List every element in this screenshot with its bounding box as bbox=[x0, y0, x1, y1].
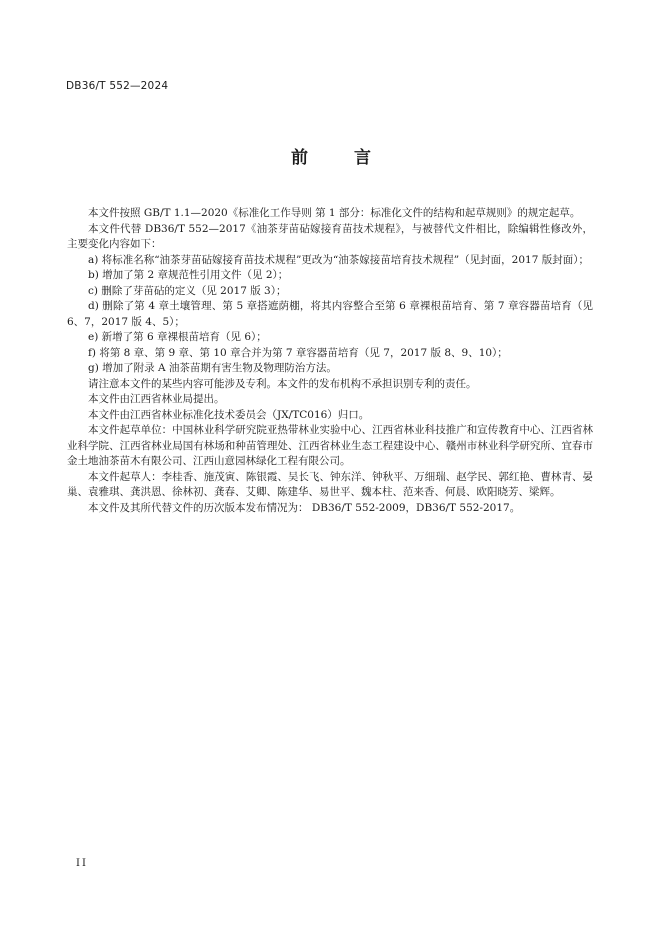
page-number: II bbox=[76, 858, 88, 869]
paragraph-committee: 本文件由江西省林业标准化技术委员会（JX/TC016）归口。 bbox=[88, 408, 370, 421]
paragraph-patent-notice: 请注意本文件的某些内容可能涉及专利。本文件的发布机构不承担识别专利的责任。 bbox=[88, 377, 477, 390]
paragraph-version-history: 本文件及其所代替文件的历次版本发布情况为： DB36/T 552-2009，DB36/T 552-2017。 bbox=[88, 501, 521, 514]
standard-code: DB36/T 552—2024 bbox=[66, 80, 169, 92]
paragraph-proposer: 本文件由江西省林业局提出。 bbox=[88, 393, 225, 405]
paragraph-replacement: 本文件代替 DB36/T 552—2017《油茶芽苗砧嫁接育苗技术规程》，与被替代文件相比，除编辑性修改外，主要变化内容如下： bbox=[67, 222, 593, 250]
change-item-c: c) 删除了芽苗砧的定义（见 2017 版 3）； bbox=[88, 284, 287, 297]
change-item-g: g) 增加了附录 A 油茶苗期有害生物及物理防治方法。 bbox=[88, 362, 337, 374]
change-item-e: e) 新增了第 6 章裸根苗培育（见 6）； bbox=[88, 331, 267, 343]
change-item-f: f) 将第 8 章、第 9 章、第 10 章合并为第 7 章容器苗培育（见 7，2017 版 8、9、10）； bbox=[88, 346, 508, 359]
foreword-body bbox=[67, 206, 593, 516]
page-title: 前 言 bbox=[291, 148, 391, 168]
paragraph-drafters: 本文件起草人：李桂香、施茂寅、陈银霞、吴长飞、钟东洋、钟秋平、万细瑞、赵学民、郭红艳、曹林青、晏巢、袁雅琪、龚洪恩、徐林初、龚春、艾卿、陈建华、易世平、魏本柱、范来香、何晨、欧阳晓芳、梁辉。 bbox=[67, 470, 593, 498]
change-item-a: a) 将标准名称“油茶芽苗砧嫁接育苗技术规程”更改为“油茶嫁接苗培育技术规程”（见封面，2017 版封面）； bbox=[88, 253, 589, 266]
paragraph-drafting-rules: 本文件按照 GB/T 1.1—2020《标准化工作导则 第 1 部分：标准化文件的结构和起草规则》的规定起草。 bbox=[88, 207, 581, 219]
change-item-b: b) 增加了第 2 章规范性引用文件（见 2）； bbox=[88, 269, 289, 281]
change-item-d: d) 删除了第 4 章土壤管理、第 5 章搭遮荫棚，将其内容整合至第 6 章裸根苗培育、第 7 章容器苗培育（见 6、7，2017 版 4、5）； bbox=[67, 300, 593, 328]
paragraph-drafting-units: 本文件起草单位：中国林业科学研究院亚热带林业实验中心、江西省林业科技推广和宣传教育中心、江西省林业科学院、江西省林业局国有林场和种苗管理处、江西省林业生态工程建设中心、赣州市林业科学研究所、宜春市金土地油茶苗木有限公司、江西山意园林绿化工程有限公司。 bbox=[67, 424, 593, 467]
